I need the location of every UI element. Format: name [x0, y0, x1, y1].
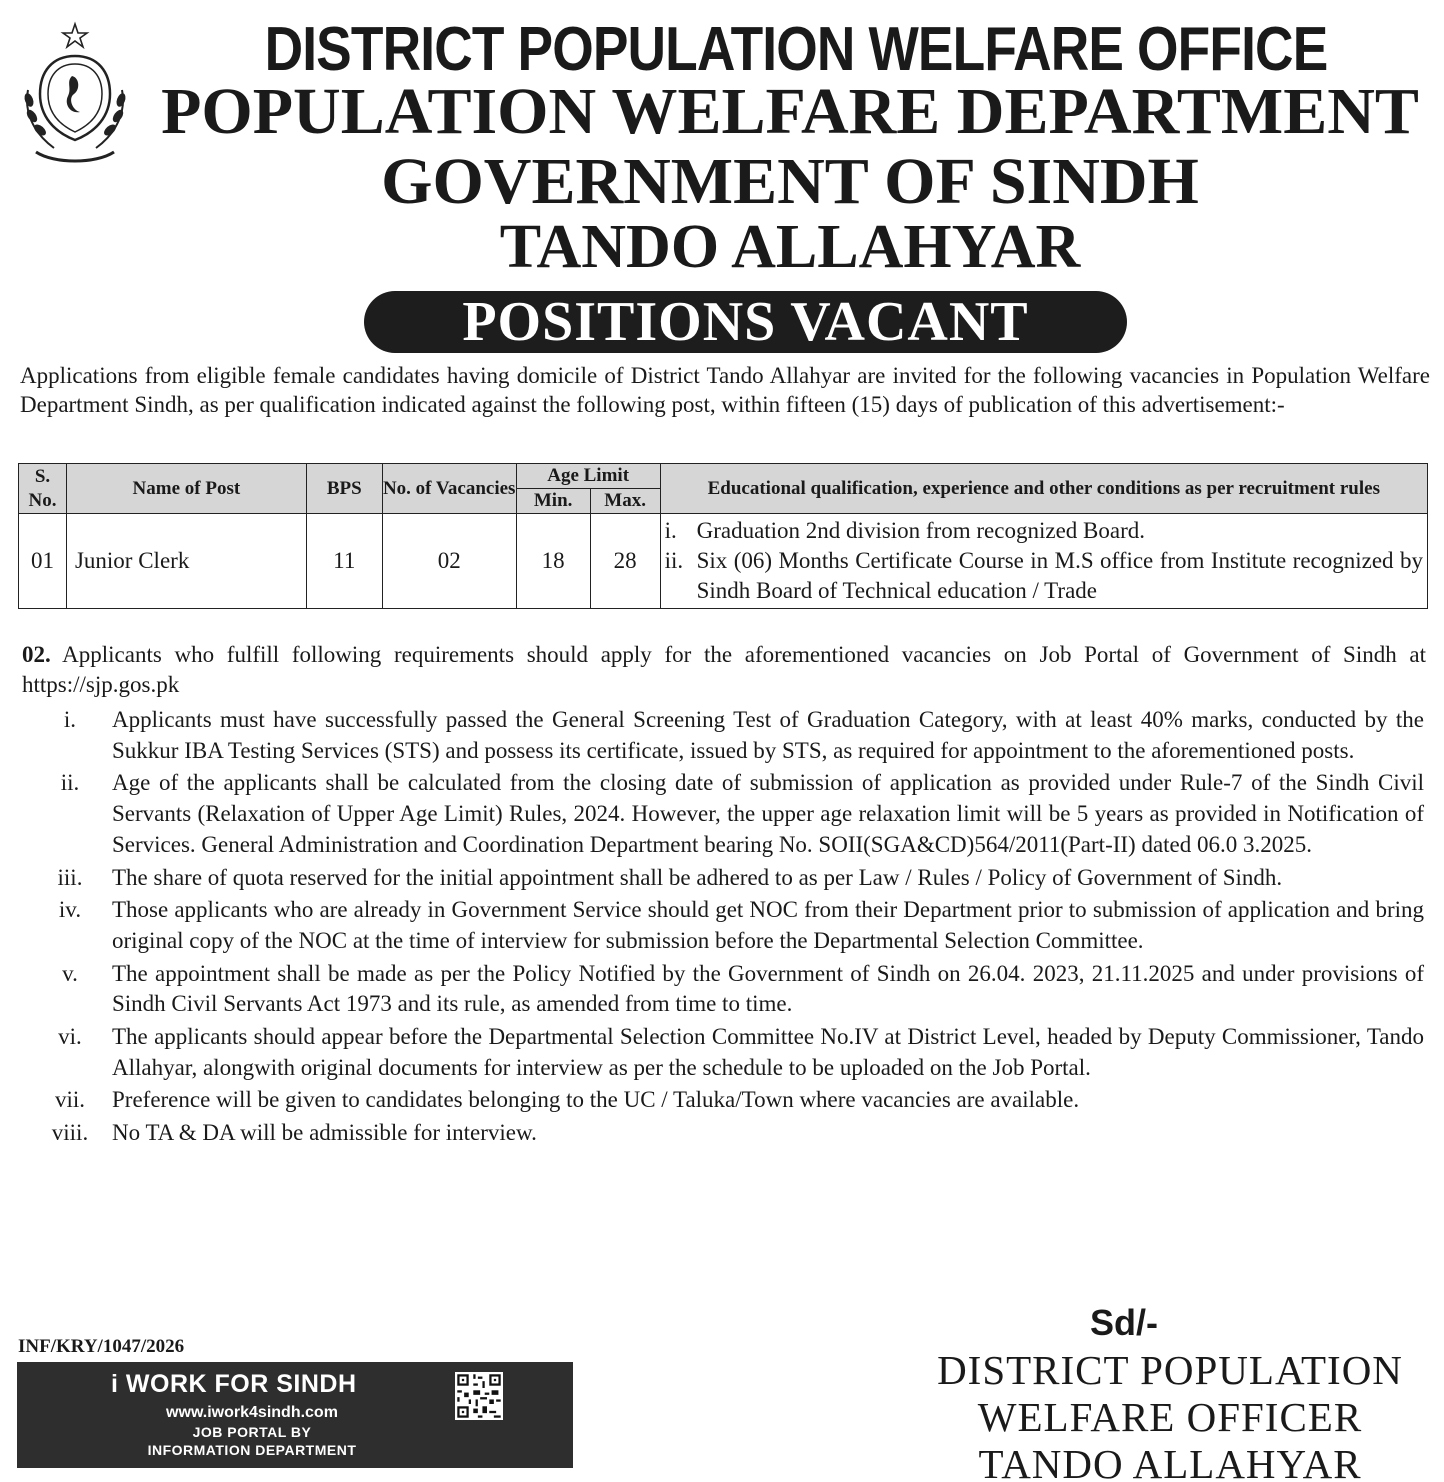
qualification-item: i. Graduation 2nd division from recognized Board. [664, 518, 1145, 543]
cell-sno: 01 [19, 514, 67, 609]
header-bps: BPS [306, 464, 382, 514]
cell-vacancies: 02 [382, 514, 516, 609]
list-item: iii. The share of quota reserved for the initial appointment shall be adhered to as per Law / Rules / Policy of Government of Sindh. [57, 864, 1283, 890]
qualification-item: ii. Six (06) Months Certificate Course in M.S office from Institute recognized by Sindh Board of Technical education / Trade [664, 548, 1423, 603]
cell-max-age: 28 [590, 514, 660, 609]
government-emblem-icon [14, 20, 136, 168]
header-min: Min. [516, 489, 590, 514]
list-item: i. Applicants must have successfully passed the General Screening Test of Graduation Category, with at least 40% marks, conducted by the Sukkur IBA Testing Services (STS) and possess its certificate, issued by STS, as required for appointment to the aforementioned posts. [63, 707, 1424, 763]
header-post: Name of Post [66, 464, 306, 514]
list-item: v. The appointment shall be made as per the Policy Notified by the Government of Sindh on 26.04. 2023, 21.11.2025 and under provisions of Sindh Civil Servants Act 1973 and its rule, as amended from time to time. [62, 960, 1424, 1017]
header-vacancies: No. of Vacancies [382, 464, 516, 514]
list-item: ii. Age of the applicants shall be calculated from the closing date of submission of application as provided under Rule-7 of the Sindh Civil Servants (Relaxation of Upper Age Limit) Rules, 2024. However, the upper age relaxation limit will be 5 years as provided in Notification of Services. General Administration and Coordination Department bearing No. SOII(SGA&CD)564/2011(Part-II) dated 06.0 3.2025. [60, 770, 1424, 857]
list-item: iv. Those applicants who are already in Government Service should get NOC from their Department prior to submission of application and bring original copy of the NOC at the time of interview for submission before the Departmental Selection Committee. [58, 897, 1424, 953]
conditions-list [28, 705, 1424, 1151]
cell-min-age: 18 [516, 514, 590, 609]
office-title: DISTRICT POPULATION WELFARE OFFICE [264, 15, 1328, 84]
vacancy-table [18, 463, 1428, 609]
cell-qualification [660, 514, 1427, 609]
header-age-limit: Age Limit [516, 464, 660, 489]
requirements-paragraph [22, 640, 1426, 700]
paragraph-text: Applicants who fulfill following requirements should apply for the aforementioned vacancies on Job Portal of Government of Sindh at https://sjp.gos.pk [22, 642, 1426, 697]
positions-vacant-banner: POSITIONS VACANT [364, 291, 1127, 353]
reference-number: INF/KRY/1047/2026 [18, 1336, 185, 1357]
department-title: POPULATION WELFARE DEPARTMENT [161, 75, 1419, 148]
portal-line3: INFORMATION DEPARTMENT [147, 1442, 357, 1458]
cell-bps: 11 [306, 514, 382, 609]
signatory-line3: TANDO ALLAHYAR [978, 1441, 1362, 1482]
signatory-line1: DISTRICT POPULATION [937, 1347, 1403, 1393]
header-qualification: Educational qualification, experience and other conditions as per recruitment rules [660, 464, 1427, 514]
signatory-line2: WELFARE OFFICER [977, 1394, 1363, 1440]
list-item: vi. The applicants should appear before the Departmental Selection Committee No.IV at District Level, headed by Deputy Commissioner, Tando Allahyar, alongwith original documents for interview as per the schedule to be uploaded on the Job Portal. [58, 1024, 1424, 1080]
table-row [19, 514, 1428, 609]
cell-post: Junior Clerk [66, 514, 306, 609]
government-title: GOVERNMENT OF SINDH [381, 145, 1199, 218]
signature-mark: Sd/- [1090, 1302, 1158, 1343]
job-portal-box [17, 1362, 573, 1468]
qr-code-icon [455, 1372, 503, 1420]
header-max: Max. [590, 489, 660, 514]
portal-logo: i WORK FOR SINDH [111, 1370, 357, 1398]
paragraph-number: 02. [22, 642, 51, 667]
i-logo-icon: i [111, 1370, 119, 1398]
intro-paragraph: Applications from eligible female candidates having domicile of District Tando Allahyar are invited for the following vacancies in Population Welfare Department Sindh, as per qualification indicated against the following post, within fifteen (15) days of publication of this advertisement:- [20, 363, 1430, 417]
portal-url: www.iwork4sindh.com [166, 1404, 338, 1421]
list-item: viii. No TA & DA will be admissible for interview. [51, 1120, 537, 1146]
header-sno: S. No. [19, 464, 67, 514]
district-title: TANDO ALLAHYAR [499, 213, 1081, 281]
list-item: vii. Preference will be given to candidates belonging to the UC / Taluka/Town where vacancies are available. [54, 1087, 1080, 1113]
portal-line2: JOB PORTAL BY [192, 1424, 312, 1440]
